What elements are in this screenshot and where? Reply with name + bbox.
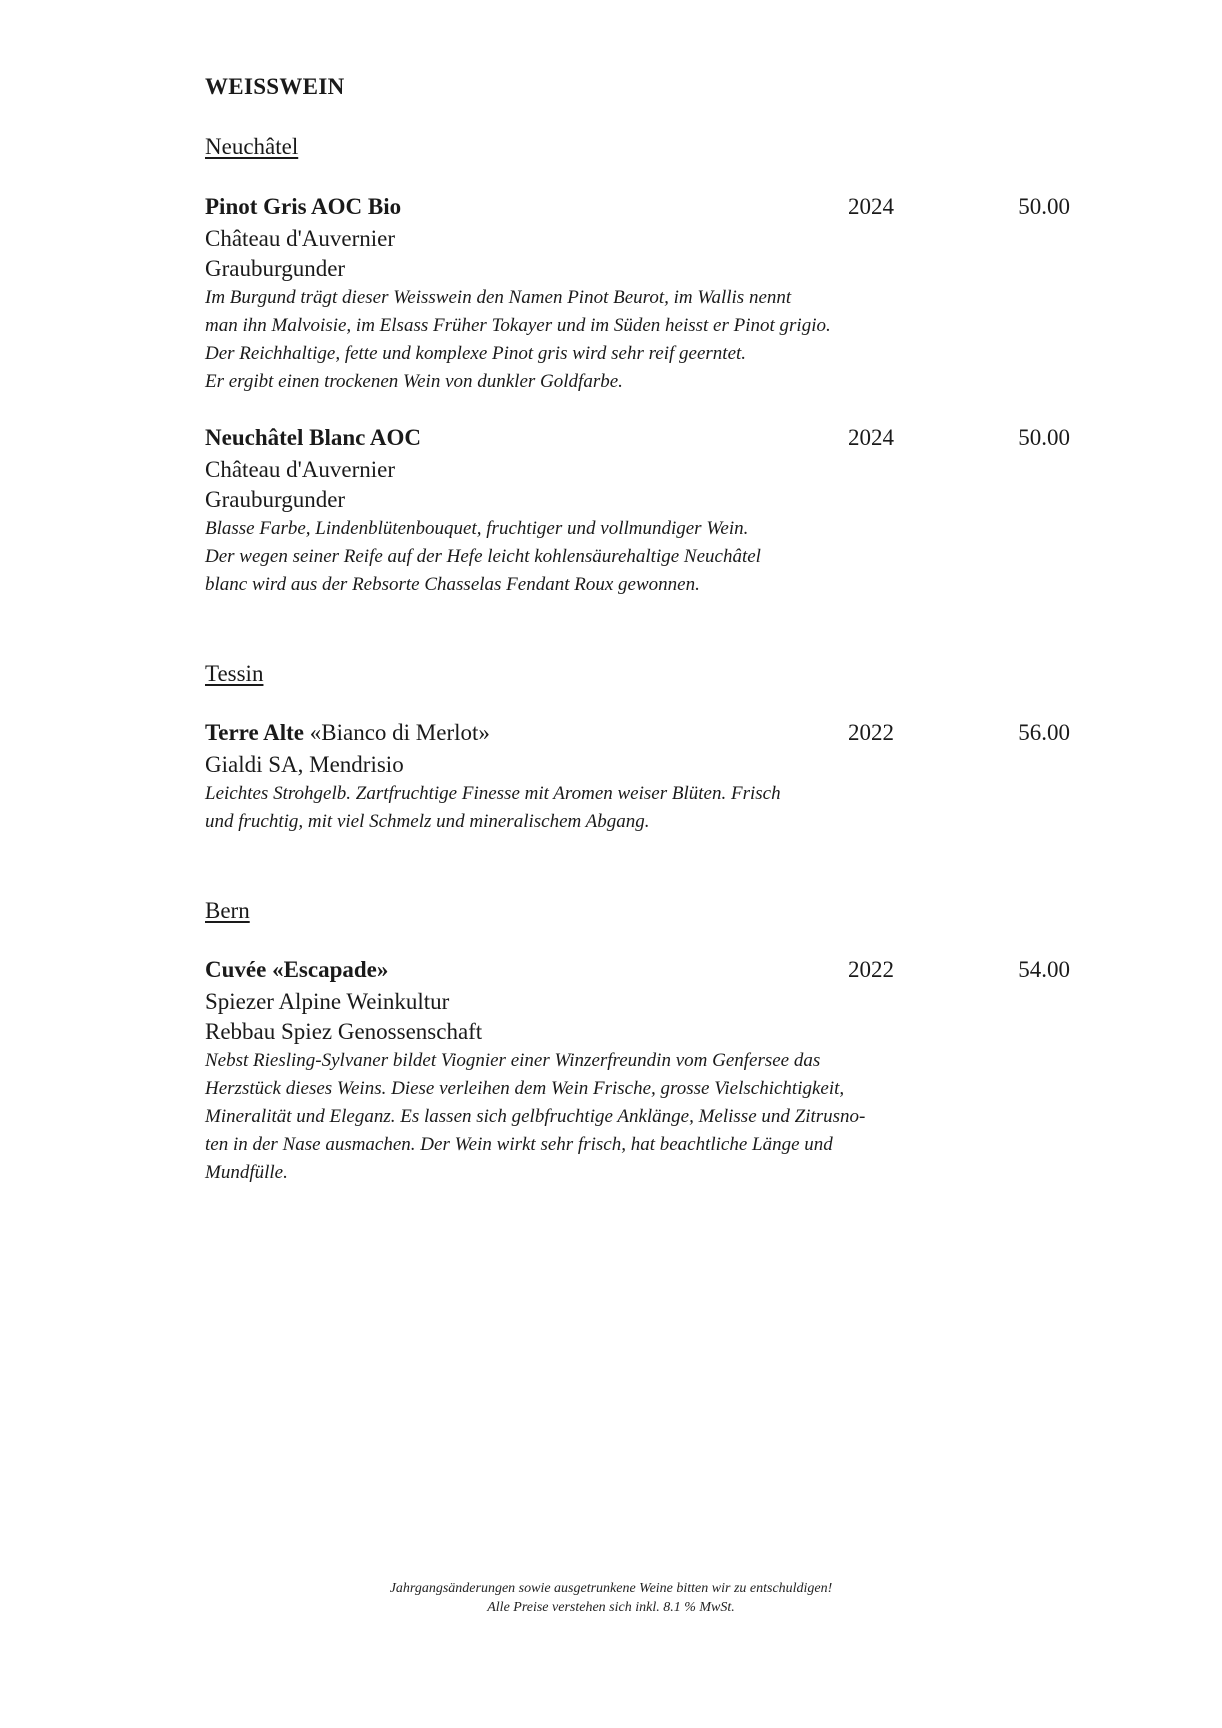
footer-note-vat: Alle Preise verstehen sich inkl. 8.1 % MwSt. — [487, 1600, 735, 1615]
description-line: Leichtes Strohgelb. Zartfruchtige Finesse mit Aromen weiser Blüten. Frisch — [205, 783, 781, 804]
wine-year: 2024 — [848, 425, 894, 450]
wine-price: 56.00 — [1018, 720, 1070, 745]
description-line: Der Reichhaltige, fette und komplexe Pinot gris wird sehr reif geerntet. — [205, 343, 747, 364]
wine-name-rest: «Bianco di Merlot» — [304, 720, 490, 745]
wine-description — [205, 780, 1085, 836]
wine-name-bold: Cuvée «Escapade» — [205, 957, 389, 982]
wine-header — [205, 194, 1085, 224]
wine-price: 50.00 — [1018, 425, 1070, 450]
wine-name — [205, 957, 388, 983]
wine-producer-secondary: Rebbau Spiez Genossenschaft — [205, 1019, 483, 1044]
description-line: und fruchtig, mit viel Schmelz und mineralischem Abgang. — [205, 811, 650, 832]
wine-name-bold: Pinot Gris AOC Bio — [205, 194, 402, 219]
description-line: Mundfülle. — [205, 1162, 288, 1183]
wine-year: 2024 — [848, 194, 894, 219]
description-line: Der wegen seiner Reife auf der Hefe leicht kohlensäurehaltige Neuchâtel — [205, 546, 761, 567]
description-line: Blasse Farbe, Lindenblütenbouquet, fruchtiger und vollmundiger Wein. — [205, 518, 749, 539]
region-heading-tessin: Tessin — [205, 661, 264, 686]
wine-year: 2022 — [848, 957, 894, 982]
region-heading-neuchatel: Neuchâtel — [205, 134, 299, 159]
wine-grape: Grauburgunder — [205, 487, 346, 512]
wine-name — [205, 425, 421, 451]
wine-description — [205, 515, 1085, 599]
wine-name — [205, 194, 401, 220]
description-line: Im Burgund trägt dieser Weisswein den Namen Pinot Beurot, im Wallis nennt — [205, 287, 792, 308]
wine-price: 50.00 — [1018, 194, 1070, 219]
wine-header — [205, 957, 1085, 987]
description-line: man ihn Malvoisie, im Elsass Früher Tokayer und im Süden heisst er Pinot grigio. — [205, 315, 831, 336]
wine-producer: Spiezer Alpine Weinkultur — [205, 989, 450, 1014]
region-heading-bern: Bern — [205, 898, 250, 923]
wine-name — [205, 720, 490, 746]
page-title: WEISSWEIN — [205, 74, 345, 99]
wine-grape: Grauburgunder — [205, 256, 346, 281]
page-footer — [0, 1579, 1222, 1617]
wine-entry-neuchatel-blanc — [205, 425, 1085, 599]
wine-name-bold: Neuchâtel Blanc AOC — [205, 425, 421, 450]
description-line: blanc wird aus der Rebsorte Chasselas Fendant Roux gewonnen. — [205, 574, 700, 595]
wine-description — [205, 284, 1085, 396]
wine-name-bold: Terre Alte — [205, 720, 304, 745]
description-line: Mineralität und Eleganz. Es lassen sich gelbfruchtige Anklänge, Melisse und Zitrusno- — [205, 1106, 866, 1127]
wine-header — [205, 720, 1085, 750]
wine-entry-cuvee-escapade — [205, 957, 1085, 1187]
wine-producer: Gialdi SA, Mendrisio — [205, 752, 404, 777]
description-line: Er ergibt einen trockenen Wein von dunkler Goldfarbe. — [205, 371, 623, 392]
wine-price: 54.00 — [1018, 957, 1070, 982]
wine-header — [205, 425, 1085, 455]
description-line: Herzstück dieses Weins. Diese verleihen dem Wein Frische, grosse Vielschichtigkeit, — [205, 1078, 845, 1099]
wine-entry-pinot-gris — [205, 194, 1085, 396]
wine-description — [205, 1047, 1085, 1187]
wine-year: 2022 — [848, 720, 894, 745]
wine-producer: Château d'Auvernier — [205, 226, 395, 251]
wine-producer: Château d'Auvernier — [205, 457, 395, 482]
wine-entry-terre-alte — [205, 720, 1085, 836]
description-line: ten in der Nase ausmachen. Der Wein wirkt sehr frisch, hat beachtliche Länge und — [205, 1134, 833, 1155]
description-line: Nebst Riesling-Sylvaner bildet Viognier einer Winzerfreundin vom Genfersee das — [205, 1050, 821, 1071]
footer-note-vintage: Jahrgangsänderungen sowie ausgetrunkene Weine bitten wir zu entschuldigen! — [389, 1581, 833, 1596]
